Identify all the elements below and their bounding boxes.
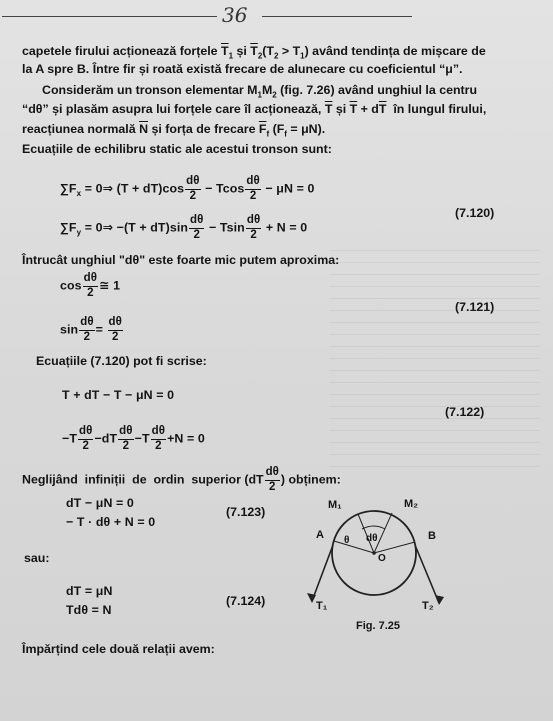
equation-7-124-row-2: Tdθ = N (66, 603, 112, 617)
figure-caption: Fig. 7.25 (356, 620, 401, 632)
figure-7-25 (292, 493, 472, 633)
equation-number-7-120: (7.120) (455, 206, 495, 220)
angle-arc (362, 526, 385, 529)
equation-number-7-124: (7.124) (226, 594, 266, 608)
page-number: 36 (222, 3, 248, 27)
equation-7-121-row-2: sin $\frac{d\theta}{2}$ = $\frac{d\theta}{2}$ (60, 316, 122, 343)
text-final: Împărțind cele două relații avem: (22, 642, 215, 656)
header-rule-left (2, 16, 217, 17)
equation-7-120-row-1: $\sum F_x$ = 0⇒ (T + dT)cos $\frac{d\theta}{2}$ − Tcos $\frac{d\theta}{2}$ − μN = 0 (60, 175, 315, 202)
equation-7-122-row-1: T + dT − T − μN = 0 (62, 388, 175, 402)
label-t1: T₁ (316, 600, 328, 612)
paragraph-1-line-2: la A spre B. Între fir și roată există frecare de alunecare cu coeficientul “μ”. (22, 62, 463, 76)
text-small-angle: Întrucât unghiul "dθ" este foarte mic putem aproxima: (22, 253, 340, 267)
label-dtheta: dθ (366, 533, 378, 544)
equation-7-123-row-1: dT − μN = 0 (66, 496, 134, 510)
rope-right (415, 545, 439, 603)
label-o: O (378, 553, 386, 564)
label-a: A (316, 529, 324, 541)
label-m1: M₁ (328, 499, 342, 511)
label-t2: T₂ (422, 600, 434, 612)
equation-7-124-row-1: dT = μN (66, 584, 113, 598)
equation-number-7-121: (7.121) (455, 300, 495, 314)
label-b: B (428, 530, 436, 542)
label-theta: θ (344, 535, 350, 546)
equation-number-7-122: (7.122) (445, 405, 485, 419)
paragraph-2-line-1: Considerăm un tronson elementar $M_1M_2$ (fig. 7.26) având unghiul la centru (42, 83, 478, 100)
paragraph-2-line-3: reacțiunea normală $\overline{N}$ și forța de frecare $\overline{F}_f$ $(F_f = \mu N)$. (22, 122, 326, 139)
header-rule-right (262, 16, 412, 17)
label-m2: M₂ (404, 498, 419, 510)
radius-right (374, 542, 415, 553)
bleed-through-noise (330, 250, 540, 470)
text-rewrite: Ecuațiile (7.120) pot fi scrise: (36, 354, 207, 368)
paragraph-1-line-1: capetele firului acționează forțele $\overline{T}_1$ și $\overline{T}_2(T_2 > T_1)$ având tendința de mișcare de (22, 44, 486, 61)
rope-left (312, 545, 333, 601)
equation-7-120-row-2: $\sum F_y$ = 0⇒ −(T + dT)sin $\frac{d\theta}{2}$ − Tsin $\frac{d\theta}{2}$ + N = 0 (60, 214, 308, 241)
equation-7-123-row-2: − T · dθ + N = 0 (66, 515, 156, 529)
text-sau: sau: (24, 551, 50, 565)
paragraph-2-line-2: “dθ” și plasăm asupra lui forțele care îl acționează, $\overline{T}$ și $\overline{T} + d\overline{T}$ în lungul firului, (22, 102, 487, 116)
text-neglect: Neglijând infiniții de ordin superior (dT $\frac{d\theta}{2}$ ) obținem: (22, 466, 341, 493)
center-point (372, 551, 376, 555)
equation-7-122-row-2: −T $\frac{d\theta}{2}$ −dT $\frac{d\theta}{2}$ −T $\frac{d\theta}{2}$ +N = 0 (62, 425, 205, 452)
paragraph-2-line-4: Ecuațiile de echilibru static ale acestui tronson sunt: (22, 142, 332, 156)
equation-7-121-row-1: cos $\frac{d\theta}{2}$ ≅ 1 (60, 272, 121, 299)
arrow-t2 (435, 595, 444, 605)
equation-number-7-123: (7.123) (226, 505, 266, 519)
